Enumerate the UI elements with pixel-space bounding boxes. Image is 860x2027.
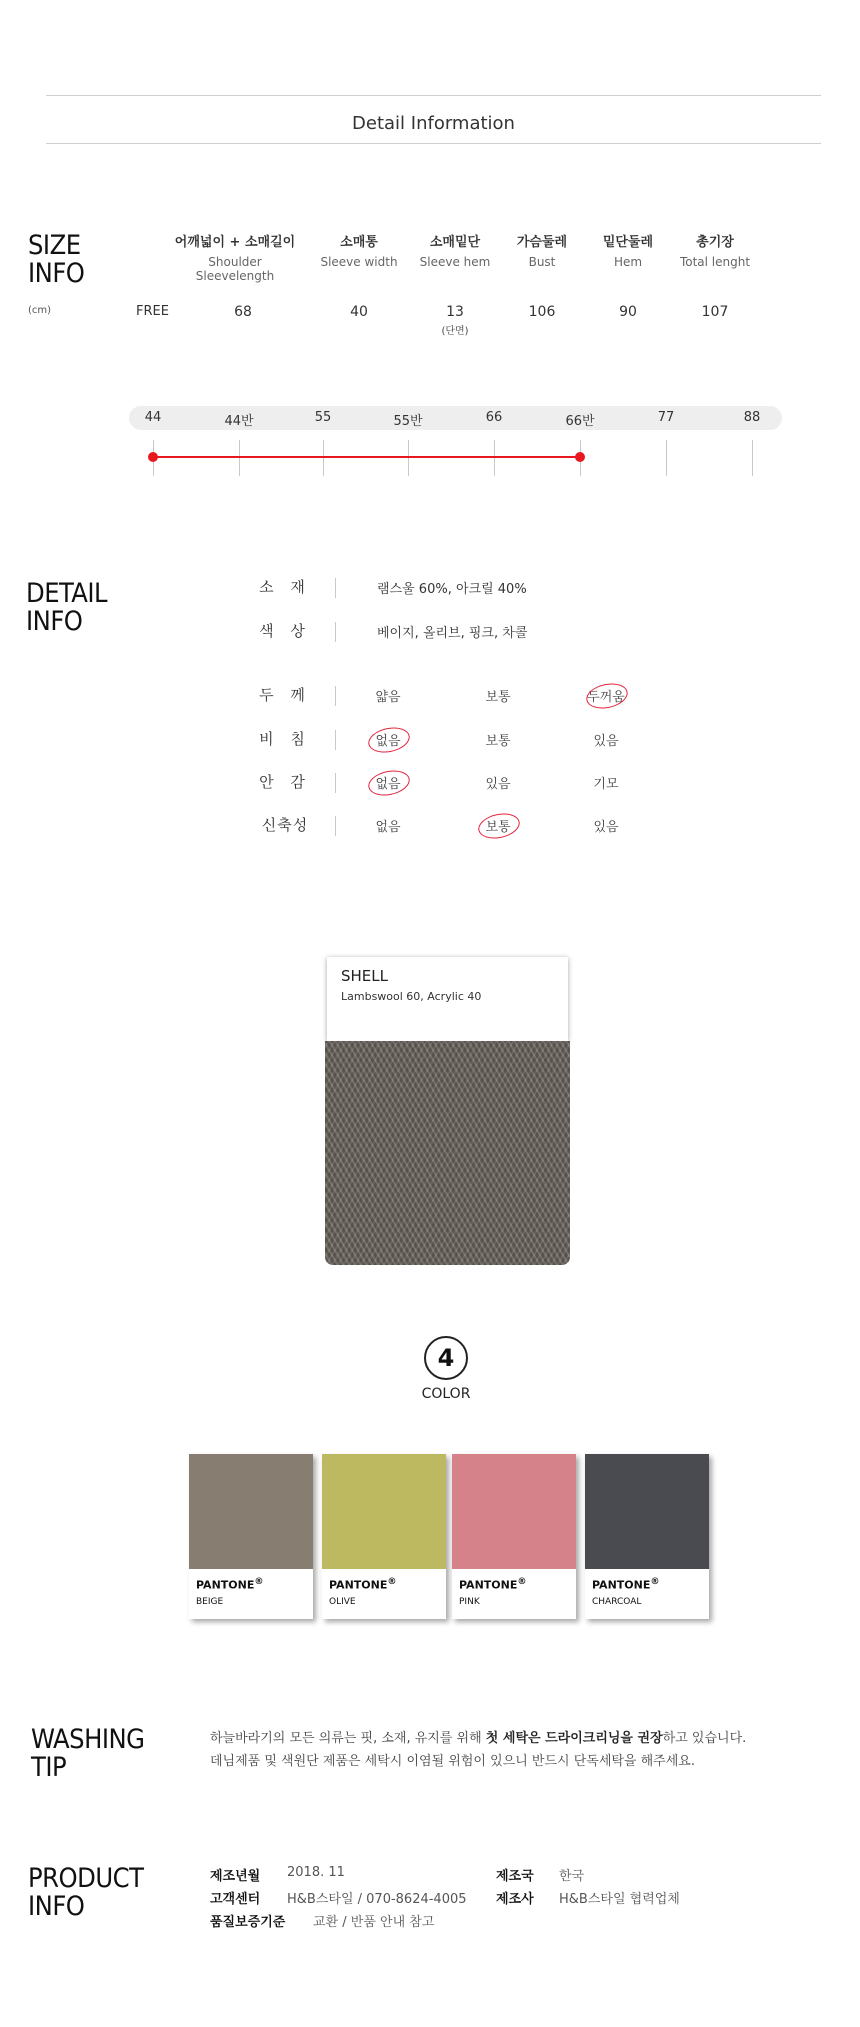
stretch-option-selected: 보통: [458, 816, 538, 835]
quality-standard-value: 교환 / 반품 안내 참고: [313, 1915, 435, 1930]
title-divider: [46, 143, 821, 144]
product-info-heading-line2: INFO: [28, 1891, 85, 1922]
top-divider: [46, 95, 821, 96]
size-scale-tick: [408, 440, 409, 476]
size-info-heading: [28, 232, 84, 288]
swatch-brand: PANTONE®: [592, 1576, 660, 1592]
customer-service-key: 고객센터: [210, 1892, 261, 1907]
size-scale-tick: [666, 440, 667, 476]
sleeve-hem-note: (단면): [441, 326, 469, 337]
manufacturer-value: H&B스타일 협력업체: [559, 1892, 680, 1907]
size-column-shoulder: [170, 231, 300, 283]
thickness-separator: [335, 686, 336, 706]
fit-range-end-dot: [575, 452, 585, 462]
manufacturer-key: 제조사: [496, 1892, 534, 1907]
swatch-brand: PANTONE®: [329, 1576, 397, 1592]
size-name: FREE: [136, 304, 169, 319]
material-separator: [335, 578, 336, 598]
fabric-card: [327, 957, 568, 1041]
lining-option: 있음: [485, 777, 511, 792]
size-scale-label: 77: [657, 410, 675, 425]
size-value-shoulder: 68: [234, 304, 252, 320]
swatch-name: CHARCOAL: [592, 1597, 642, 1607]
size-value-hem: 90: [619, 304, 637, 320]
swatch-beige: [189, 1454, 313, 1619]
size-scale-tick: [323, 440, 324, 476]
swatch-brand: PANTONE®: [459, 1576, 527, 1592]
washing-tip-line1: 하늘바라기의 모든 의류는 핏, 소재, 유지를 위해 첫 세탁은 드라이크리닝을 권장하고 있습니다.: [210, 1731, 747, 1746]
size-column-sublabel: Bust: [528, 255, 556, 269]
material-label: 소 재: [259, 578, 311, 596]
size-scale-label: 66: [485, 410, 503, 425]
swatch-pink: [452, 1454, 576, 1619]
washing-tip-heading-line2: TIP: [31, 1752, 67, 1783]
sheerness-option: 보통: [485, 734, 511, 749]
size-unit: (cm): [28, 305, 52, 316]
thickness-option: 얇음: [375, 690, 401, 705]
fit-range-start-dot: [148, 452, 158, 462]
detail-info-heading-line2: INFO: [26, 606, 83, 637]
made-date-key: 제조년월: [210, 1869, 261, 1884]
size-scale-label: 44: [144, 410, 162, 425]
size-info-heading-line2: INFO: [28, 258, 85, 289]
stretch-option: 없음: [375, 820, 401, 835]
lining-label: 안 감: [259, 773, 311, 791]
swatch-name: PINK: [459, 1597, 480, 1607]
size-scale-label: 88: [743, 410, 761, 425]
page-title: Detail Information: [352, 113, 515, 134]
size-scale-tick: [752, 440, 753, 476]
country-value: 한국: [559, 1869, 585, 1884]
swatch-chip: [189, 1454, 313, 1569]
customer-service-value: H&B스타일 / 070-8624-4005: [287, 1892, 467, 1907]
stretch-separator: [335, 816, 336, 836]
washing-tip-line2: 데님제품 및 색원단 제품은 세탁시 이염될 위험이 있으니 반드시 단독세탁을 해주세요.: [210, 1754, 695, 1769]
thickness-label: 두 께: [259, 686, 311, 704]
size-column-sublabel: Sleeve hem: [419, 255, 491, 269]
size-info-heading-line1: SIZE: [28, 230, 81, 261]
fabric-swatch-image: [325, 1041, 570, 1265]
thickness-option: 보통: [485, 690, 511, 705]
size-column-total-length: [650, 231, 780, 269]
country-key: 제조국: [496, 1869, 534, 1884]
lining-option: 기모: [593, 777, 619, 792]
stretch-option: 있음: [593, 820, 619, 835]
size-column-label: 어깨넓이 + 소매길이: [174, 235, 296, 250]
swatch-name: OLIVE: [329, 1597, 356, 1607]
size-value-total-length: 107: [701, 304, 729, 320]
size-value-bust: 106: [528, 304, 556, 320]
swatch-charcoal: [585, 1454, 709, 1619]
size-column-sublabel: Sleeve width: [320, 255, 398, 269]
size-column-sublabel: Hem: [613, 255, 643, 269]
color-count-label: COLOR: [421, 1386, 471, 1402]
size-value-sleeve-hem: 13: [446, 304, 464, 320]
swatch-name: BEIGE: [196, 1597, 224, 1607]
detail-info-heading-line1: DETAIL: [26, 578, 108, 609]
material-value: 램스울 60%, 아크릴 40%: [377, 582, 527, 597]
color-label: 색 상: [259, 622, 311, 640]
size-column-label: 밑단둘레: [602, 235, 654, 250]
size-column-label: 소매통: [340, 235, 378, 250]
quality-standard-key: 품질보증기준: [210, 1915, 286, 1930]
sheerness-separator: [335, 730, 336, 750]
sheerness-option: 있음: [593, 734, 619, 749]
size-column-sublabel: Total lenght: [679, 255, 751, 269]
color-separator: [335, 622, 336, 642]
washing-tip-heading-line1: WASHING: [31, 1724, 145, 1755]
size-scale-tick: [239, 440, 240, 476]
washing-tip-heading: [31, 1726, 145, 1782]
stretch-label: 신축성: [261, 816, 309, 834]
swatch-chip: [585, 1454, 709, 1569]
swatch-chip: [452, 1454, 576, 1569]
fabric-card-title: SHELL: [341, 967, 388, 985]
thickness-option-selected: 두꺼움: [566, 686, 646, 705]
size-column-sublabel: Shoulder Sleevelength: [195, 255, 275, 283]
lining-option-selected: 없음: [348, 773, 428, 792]
lining-separator: [335, 773, 336, 793]
color-value: 베이지, 올리브, 핑크, 차콜: [377, 626, 528, 641]
size-scale-label: 55반: [393, 414, 423, 429]
sheerness-label: 비 침: [259, 730, 311, 748]
size-scale-label: 55: [314, 410, 332, 425]
made-date-value: 2018. 11: [287, 1865, 345, 1880]
product-info-heading: [28, 1865, 143, 1921]
fabric-card-composition: Lambswool 60, Acrylic 40: [341, 990, 482, 1003]
fit-range-line: [153, 456, 580, 458]
color-count-badge: 4: [424, 1336, 468, 1380]
product-info-heading-line1: PRODUCT: [28, 1863, 144, 1894]
swatch-chip: [322, 1454, 446, 1569]
size-column-label: 총기장: [696, 235, 734, 250]
detail-info-heading: [26, 580, 107, 636]
size-column-label: 소매밑단: [429, 235, 481, 250]
size-column-label: 가슴둘레: [516, 235, 568, 250]
size-scale-label: 44반: [224, 414, 254, 429]
size-scale-label: 66반: [565, 414, 595, 429]
swatch-brand: PANTONE®: [196, 1576, 264, 1592]
swatch-olive: [322, 1454, 446, 1619]
size-value-sleeve-width: 40: [350, 304, 368, 320]
sheerness-option-selected: 없음: [348, 730, 428, 749]
size-scale-tick: [494, 440, 495, 476]
